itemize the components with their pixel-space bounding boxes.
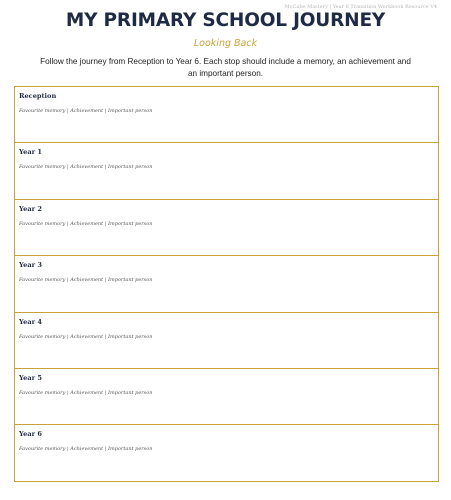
stage-prompt: Favourite memory | Achievement | Important person xyxy=(19,220,153,227)
stage-box-year-1[interactable] xyxy=(15,143,438,199)
stage-title: Year 4 xyxy=(19,317,42,326)
instructions-text: Follow the journey from Reception to Year 6. Each stop should include a memory, an achievement and an important person. xyxy=(40,57,411,78)
stage-box-year-2[interactable] xyxy=(15,200,438,256)
stage-title: Year 6 xyxy=(19,430,42,439)
stage-title: Year 2 xyxy=(19,204,42,213)
stage-box-year-4[interactable] xyxy=(15,313,438,369)
page-subtitle: Looking Back xyxy=(193,38,258,49)
stage-prompt: Favourite memory | Achievement | Important person xyxy=(19,333,153,340)
stage-title: Year 1 xyxy=(19,148,42,157)
stage-prompt: Favourite memory | Achievement | Important person xyxy=(19,108,153,114)
stage-prompt: Favourite memory | Achievement | Important person xyxy=(19,164,153,171)
stage-title: Year 3 xyxy=(19,261,42,270)
stage-box-year-3[interactable] xyxy=(15,256,438,312)
stage-title: Year 5 xyxy=(19,373,42,382)
stage-prompt: Favourite memory | Achievement | Important person xyxy=(19,277,153,284)
stage-prompt: Favourite memory | Achievement | Important person xyxy=(19,446,153,453)
stage-title: Reception xyxy=(19,92,57,100)
stage-prompt: Favourite memory | Achievement | Important person xyxy=(19,389,153,396)
header-note: McCabe Mastery | Year 6 Transition Workbook Resource V4 xyxy=(284,4,437,10)
stage-box-reception[interactable] xyxy=(15,87,438,143)
stage-box-year-6[interactable] xyxy=(15,425,438,481)
stage-box-year-5[interactable] xyxy=(15,369,438,425)
journey-table xyxy=(14,86,439,482)
page-title: MY PRIMARY SCHOOL JOURNEY xyxy=(65,10,386,31)
